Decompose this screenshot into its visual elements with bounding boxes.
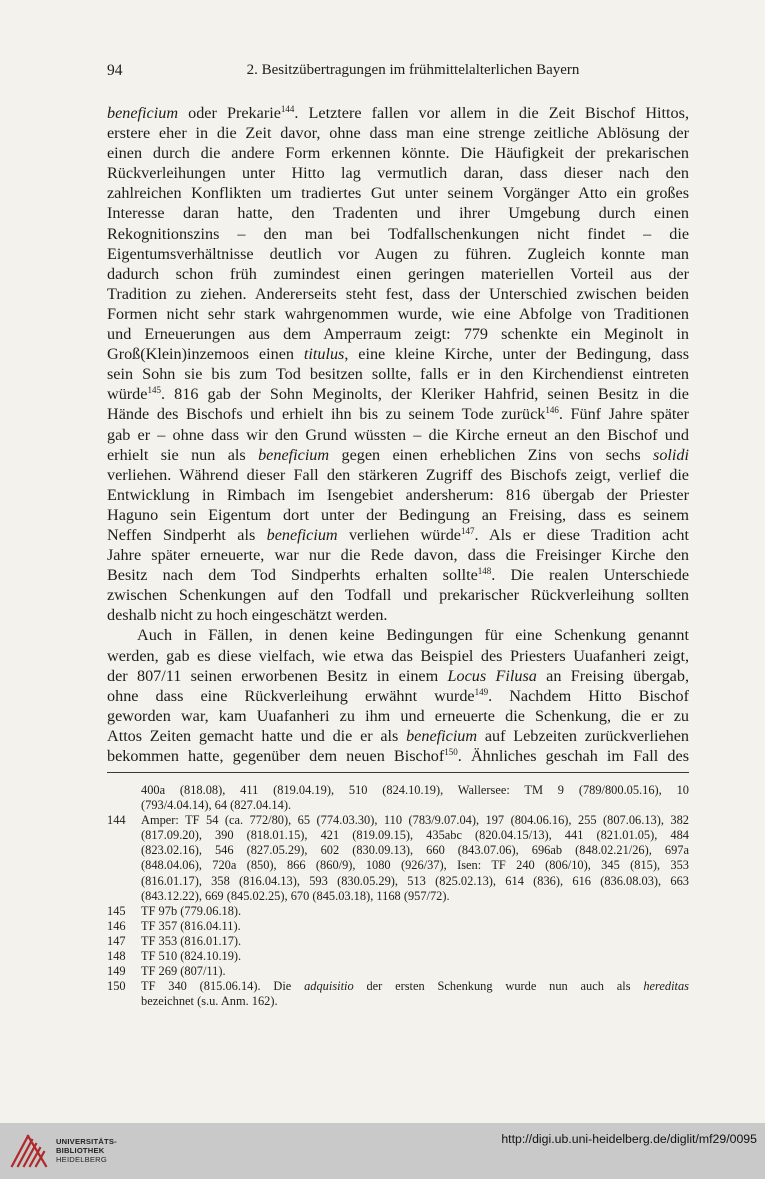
text-line: erhielt sie nun als beneficium gegen einen erheblichen Zins von sechs solidi xyxy=(107,445,690,464)
text-line: Jahre später erneuerte, war nur die Rede davon, dass die Freisinger Kirche den xyxy=(107,546,689,565)
text-line: Tradition zu ziehen. Andererseits steht fest, dass der Unterschied zwischen beiden xyxy=(107,284,689,303)
footnote-144: 144 Amper: TF 54 (ca. 772/80), 65 (774.03.30), 110 (783/9.07.04), 197 (804.06.16), 255 (807.06.13), 382 (817.09.20), 390 (818.01.15), 421 (819.09.15), 435abc (820.04.15/13), 441 (821.01.05), 484 (823.02.16), 546 (827.05.29), 602 (830.09.13), 660 (843.07.06), 696ab (848.02.21/26), 697a (848.04.06), 720a (850), 866 (860/9), 1080 (926/37), Isen: TF 240 (806/10), 345 (815), 353 (816.01.17), 358 (816.04.13), 593 (830.05.29), 513 (825.02.13), 614 (836), 616 (836.08.03), 663 (843.12.22), 669 (845.02.25), 670 (845.03.18), 1168 (957/72). xyxy=(107,813,689,903)
text-line: Eigentumsverhältnisse deutlich vor Augen zu führen. Zugleich konnte man xyxy=(107,244,689,263)
text-line: und Erneuerungen aus dem Amperraum zeigt: 779 schenkte ein Meginolt in xyxy=(107,325,689,344)
source-url-link[interactable]: http://digi.ub.uni-heidelberg.de/diglit/mf29/0095 xyxy=(501,1132,757,1146)
footnote-ref[interactable]: 149 xyxy=(474,686,489,697)
footnote-ref[interactable]: 145 xyxy=(147,385,161,396)
text-line: beneficium oder Prekarie$^{144}$. Letztere fallen vor allem in die Zeit Bischof Hittos, xyxy=(107,104,689,122)
library-name: UNIVERSITÄTS- BIBLIOTHEK HEIDELBERG xyxy=(56,1137,117,1164)
text-line: Groß(Klein)inzemoos einen titulus, eine kleine Kirche, unter der Bedingung, dass xyxy=(107,345,689,364)
footnote-145: 145 TF 97b (779.06.18). xyxy=(107,903,242,918)
text-line: zahlreichen Konflikten um tradiertes Gut unter seinem Vorgänger Atto ein großes xyxy=(107,184,689,203)
page-number: 94 xyxy=(107,62,123,79)
text-line: geworden war, kam Uuafanheri zu ihm und erneuerte die Schenkung, die er zu xyxy=(107,706,689,725)
text-line: Rekognitionszins – den man bei Todfallschenkungen nicht findet – die xyxy=(107,224,689,243)
footnote-ref[interactable]: 150 xyxy=(444,747,458,757)
body-text xyxy=(107,103,689,766)
text-line: Entwicklung in Rimbach im Isengebiet andersherum: 816 übergab der Priester xyxy=(107,485,689,504)
footnote-ref[interactable]: 148 xyxy=(477,566,492,577)
text-line: Neffen Sindperht als beneficium verliehen würde$^{147}$. Als er diese Tradition acht xyxy=(107,525,689,544)
text-line: ohne dass eine Rückverleihung erwähnt wurde$^{149}$. Nachdem Hitto Bischof xyxy=(107,686,689,705)
running-head: 2. Besitzübertragungen im frühmittelalterlichen Bayern xyxy=(246,62,580,78)
footnote-number: 147 xyxy=(107,933,126,948)
text-line: Hände des Bischofs und erhielt ihn bis zu seinem Tode zurück$^{146}$. Fünf Jahre später xyxy=(107,405,689,424)
text-line: gab er – ohne dass wir den Grund wüssten – die Kirche erneut an den Bischof und xyxy=(107,425,689,444)
footnote-146: 146 TF 357 (816.04.11). xyxy=(107,918,241,933)
page-header xyxy=(107,62,689,84)
footnote-ref[interactable]: 147 xyxy=(460,525,475,536)
footnote-number: 144 xyxy=(107,813,126,828)
footnote-number: 149 xyxy=(107,964,126,979)
text-line: Haguno sein Eigentum dort unter der Bedingung an Freising, dass es seinem xyxy=(107,505,689,524)
text-line: werden, gab es diese vielfach, wie etwa das Beispiel des Priesters Uuafanheri zeigt, xyxy=(107,646,689,665)
text-line: Attos Zeiten gemacht hatte und die er als beneficium auf Lebzeiten zurückverliehen xyxy=(107,726,690,745)
text-line: zwischen Schenkungen auf den Todfall und prekarischer Rückverleihung sollten xyxy=(107,586,689,605)
text-line: einen durch die andere Form erkennen könnte. Die Häufigkeit der prekarischen xyxy=(107,144,689,163)
footnote-number: 146 xyxy=(107,918,126,933)
university-library-logo-icon[interactable] xyxy=(8,1130,50,1170)
text-line: Interesse daran hatte, den Tradenten und ihrer Umgebung durch einen xyxy=(107,204,689,223)
text-line: erstere eher in die Zeit davor, ohne dass man eine strenge zeitliche Ablösung der xyxy=(107,124,689,143)
text-line: Formen nicht sehr stark wahrgenommen wurde, wie eine Abfolge von Traditionen xyxy=(107,304,689,323)
text-line: Rückverleihungen unter Hitto lag vermutlich daran, dass dieser nach den xyxy=(107,164,689,183)
footnote-ref[interactable]: 144 xyxy=(280,104,295,114)
text-line: verliehen. Während dieser Fall den stärkeren Zugriff des Bischofs zeigt, verlief die xyxy=(107,465,689,484)
footnote-number: 148 xyxy=(107,949,126,964)
footnote-148: 148 TF 510 (824.10.19). xyxy=(107,949,242,964)
footnote-continuation: 400a (818.08), 411 (819.04.19), 510 (824.10.19), Wallersee: TM 9 (789/800.05.16), 10 xyxy=(141,783,689,797)
text-line: der 807/11 seinen erworbenen Besitz in einem Locus Filusa an Freising übergab, xyxy=(107,666,690,685)
text-line: Auch in Fällen, in denen keine Bedingungen für eine Schenkung genannt xyxy=(137,626,689,645)
footnote-number: 145 xyxy=(107,903,126,918)
footnote-continuation: (793/4.04.14), 64 (827.04.14). xyxy=(141,798,292,813)
footnote-number: 150 xyxy=(107,979,126,994)
footnote-ref[interactable]: 146 xyxy=(545,405,559,416)
footnote-147: 147 TF 353 (816.01.17). xyxy=(107,933,242,948)
text-line: deshalb nicht zu hoch eingeschätzt werden. xyxy=(107,606,388,625)
text-line: würde$^{145}$. 816 gab der Sohn Meginolts, der Kleriker Hahfrid, seinen Besitz in die xyxy=(107,385,689,404)
text-line: bekommen hatte, gegenüber dem neuen Bischof$^{150}$. Ähnliches geschah im Fall des xyxy=(107,747,689,765)
footnote-149: 149 TF 269 (807/11). xyxy=(107,964,226,979)
text-line: dadurch schon früh zumindest einen geringen materiellen Vorteil aus der xyxy=(107,264,689,283)
text-line: sein Sohn sie bis zum Tod besitzen sollte, falls er in den Kirchendienst eintreten xyxy=(107,365,689,384)
footnote-150: 150 TF 340 (815.06.14). Die adquisitio der ersten Schenkung wurde nun auch als hereditas bezeichnet (s.u. Anm. 162). xyxy=(107,979,689,1009)
footnote-divider xyxy=(107,772,689,773)
footnotes xyxy=(107,783,689,1009)
text-line: Besitz nach dem Tod Sindperhts erhalten sollte$^{148}$. Die realen Unterschiede xyxy=(107,566,690,585)
